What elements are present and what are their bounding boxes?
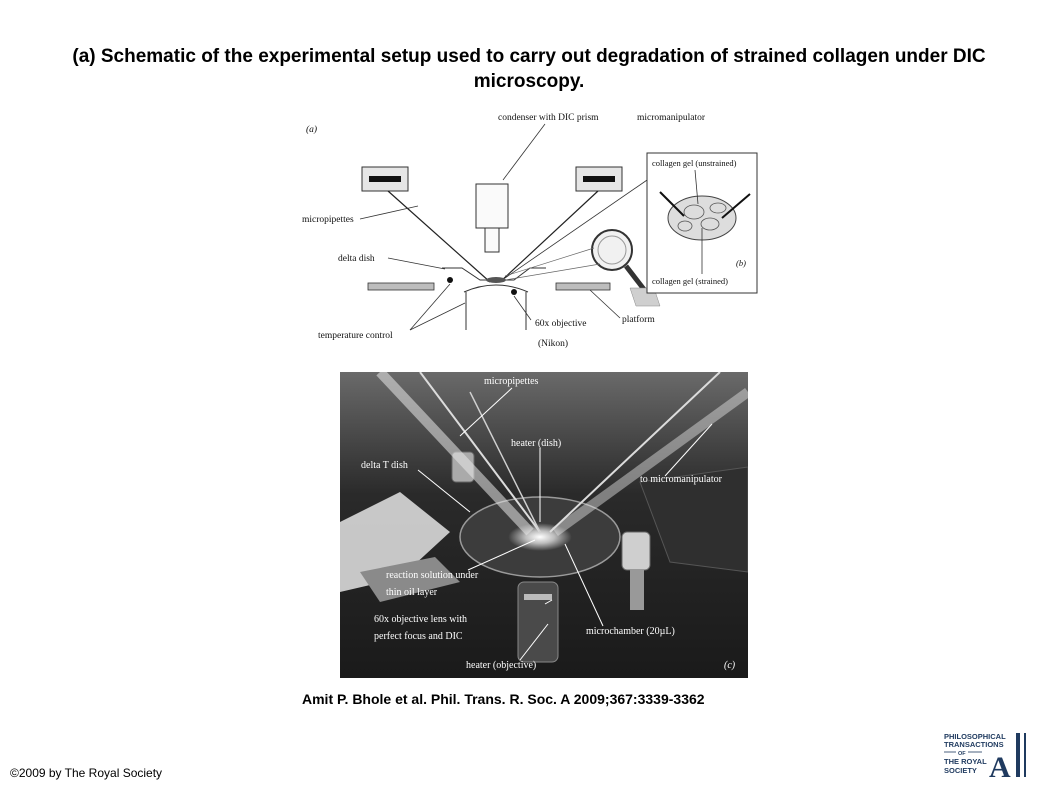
- microchamber-label: microchamber (20µL): [586, 626, 675, 637]
- citation: Amit P. Bhole et al. Phil. Trans. R. Soc. A 2009;367:3339-3362: [302, 691, 705, 707]
- photo-svg: [340, 372, 748, 678]
- gel-strained-label: collagen gel (strained): [652, 276, 728, 286]
- micropipettes-label: micropipettes: [302, 215, 354, 225]
- royal-society-logo: [944, 731, 1036, 781]
- panel-a-label: (a): [306, 125, 318, 135]
- inset-b: [647, 153, 757, 293]
- heater-objective-label: heater (objective): [466, 660, 537, 671]
- micromanipulator-right: [576, 167, 622, 191]
- schematic-svg: [300, 108, 760, 353]
- reaction-label-line2: thin oil layer: [386, 587, 438, 598]
- delta-dish: [442, 268, 546, 295]
- platform-right: [556, 283, 610, 290]
- to-micromanipulator-label: to micromanipulator: [640, 474, 722, 485]
- logo-line4: THE ROYAL: [944, 757, 987, 766]
- setup-photograph: [340, 372, 748, 678]
- micromanipulator-left: [362, 167, 408, 191]
- micromanipulator-label: micromanipulator: [637, 113, 706, 123]
- logo-line1: PHILOSOPHICAL: [944, 732, 1006, 741]
- heater-dish-label: heater (dish): [511, 438, 562, 449]
- platform-left: [368, 283, 434, 290]
- photo-micropipettes-label: micropipettes: [484, 376, 539, 387]
- setup-schematic: [300, 108, 760, 353]
- condenser: [476, 184, 508, 252]
- logo-line2: TRANSACTIONS: [944, 740, 1004, 749]
- logo-letter: A: [989, 751, 1011, 781]
- platform-label: platform: [622, 315, 655, 325]
- delta-t-dish-label: delta T dish: [361, 460, 408, 471]
- panel-b-label: (b): [736, 258, 746, 268]
- objective-label-line1: 60x objective: [535, 319, 587, 329]
- panel-c-label: (c): [724, 660, 736, 671]
- objective-lens-label-line1: 60x objective lens with: [374, 614, 468, 625]
- slide-title: (a) Schematic of the experimental setup used to carry out degradation of strained collagen under DIC microscopy.: [72, 46, 986, 92]
- gel-unstrained-label: collagen gel (unstrained): [652, 158, 737, 168]
- objective-lens-label-line2: perfect focus and DIC: [374, 631, 463, 642]
- logo-line5: SOCIETY: [944, 766, 977, 775]
- delta-dish-label: delta dish: [338, 254, 375, 264]
- objective-label-line2: (Nikon): [538, 339, 569, 349]
- copyright-notice: ©2009 by The Royal Society: [10, 766, 163, 780]
- logo-line3: OF: [958, 751, 966, 757]
- condenser-label: condenser with DIC prism: [498, 113, 599, 123]
- reaction-label-line1: reaction solution under: [386, 570, 479, 581]
- objective: [464, 285, 528, 330]
- temperature-control-label: temperature control: [318, 331, 393, 341]
